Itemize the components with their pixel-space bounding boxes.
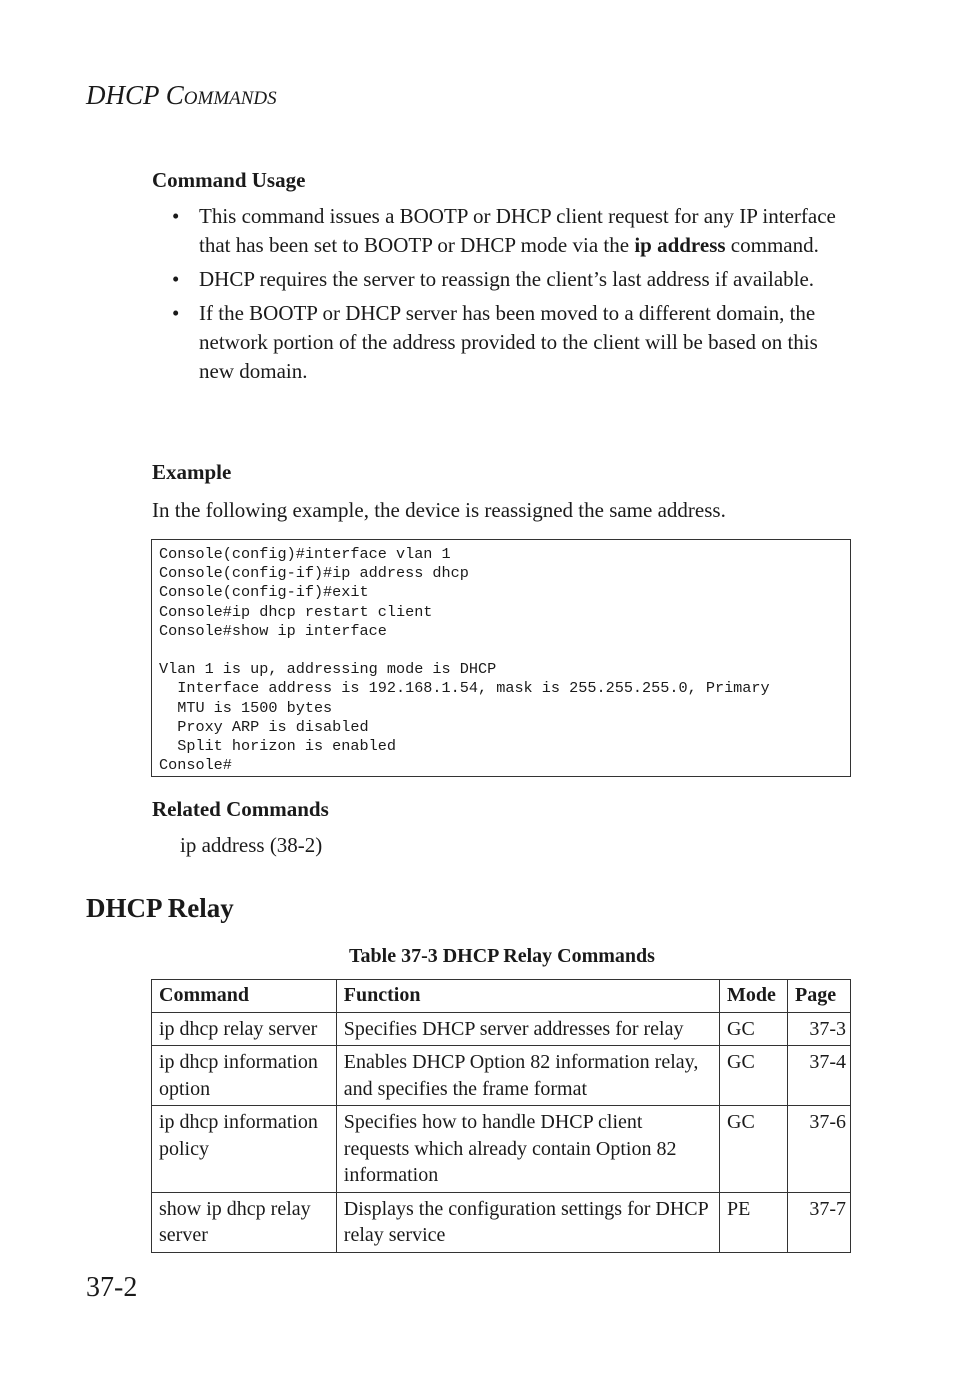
page-cell: 37-7: [788, 1192, 851, 1252]
running-header: DHCP COMMANDS: [86, 80, 277, 110]
related-command-link: ip address (38-2): [180, 833, 323, 857]
bullet-icon: •: [172, 267, 180, 291]
command-cell: ip dhcp information option: [152, 1046, 337, 1106]
dhcp-relay-table: [151, 979, 851, 1253]
function-cell: Displays the configuration settings for DHCP relay service: [336, 1192, 719, 1252]
section-title: DHCP Relay: [86, 893, 234, 923]
example-heading: Example: [152, 460, 232, 484]
list-item: • This command issues a BOOTP or DHCP client request for any IP interface that has been set to BOOTP or DHCP mode via the ip address command.: [172, 204, 836, 257]
command-cell: show ip dhcp relay server: [152, 1192, 337, 1252]
mode-cell: PE: [720, 1192, 788, 1252]
command-usage-list: [152, 202, 852, 391]
column-header: Mode: [720, 980, 788, 1013]
column-header: Page: [788, 980, 851, 1013]
function-cell: Enables DHCP Option 82 information relay, and specifies the frame format: [336, 1046, 719, 1106]
example-intro: In the following example, the device is reassigned the same address.: [152, 498, 726, 522]
page-number: 37-2: [86, 1272, 138, 1303]
column-header: Command: [152, 980, 337, 1013]
list-item: • DHCP requires the server to reassign the client’s last address if available.: [152, 265, 852, 294]
mode-cell: GC: [720, 1012, 788, 1046]
command-usage-heading: Command Usage: [152, 168, 306, 192]
function-cell: Specifies DHCP server addresses for relay: [336, 1012, 719, 1046]
mode-cell: GC: [720, 1106, 788, 1193]
table-header-row: [152, 980, 851, 1013]
table-row: [152, 1046, 851, 1106]
page-cell: 37-3: [788, 1012, 851, 1046]
list-item: • If the BOOTP or DHCP server has been moved to a different domain, the network portion of the address provided to the client will be based on this new domain.: [172, 301, 818, 383]
command-cell: ip dhcp relay server: [152, 1012, 337, 1046]
bullet-icon: •: [172, 301, 180, 325]
function-cell: Specifies how to handle DHCP client requests which already contain Option 82 information: [336, 1106, 719, 1193]
related-commands-heading: Related Commands: [152, 797, 329, 821]
mode-cell: GC: [720, 1046, 788, 1106]
table-row: [152, 1106, 851, 1193]
column-header: Function: [336, 980, 719, 1013]
page-cell: 37-6: [788, 1106, 851, 1193]
table-row: [152, 1192, 851, 1252]
page-cell: 37-4: [788, 1046, 851, 1106]
table-row: [152, 1012, 851, 1046]
bullet-icon: •: [172, 204, 180, 228]
table-caption: Table 37-3 DHCP Relay Commands: [349, 945, 655, 967]
command-cell: ip dhcp information policy: [152, 1106, 337, 1193]
code-example: Console(config)#interface vlan 1 Console(config-if)#ip address dhcp Console(config-if)#exit Console#ip dhcp restart client Console#show ip interface Vlan 1 is up, addressing mode is DHCP Interface address is 192.168.1.54, mask is 255.255.255.0, Primary MTU is 1500 bytes Proxy ARP is disabled Split horizon is enabled Console#: [151, 539, 851, 777]
